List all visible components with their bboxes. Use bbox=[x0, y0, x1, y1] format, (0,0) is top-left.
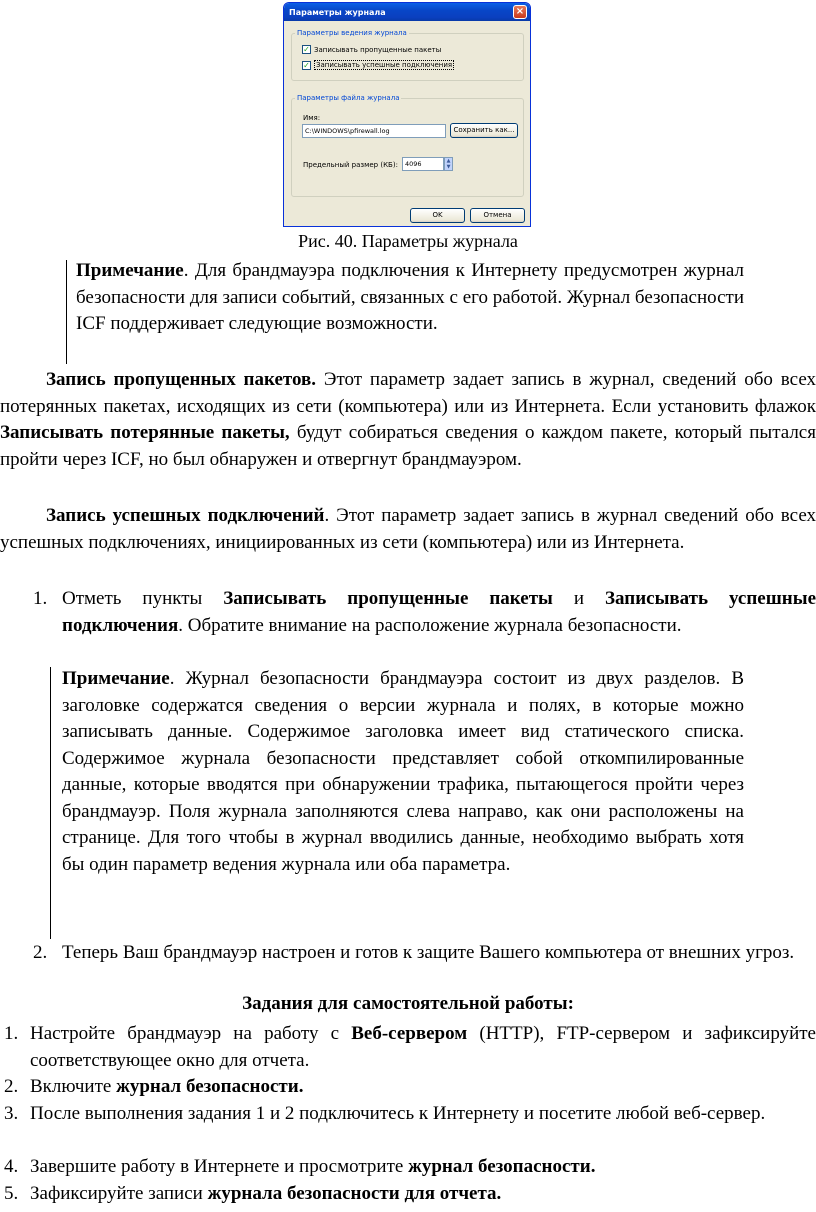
paragraph-dropped-packets bbox=[0, 367, 816, 473]
para-1-text-2: будут собираться сведения о каждом пакете, который пытался пройти через ICF, но был обнаружен и отвергнут брандмауэром. bbox=[0, 422, 816, 470]
log-successful-connections-checkbox-row[interactable] bbox=[302, 60, 454, 70]
name-label: Имя: bbox=[303, 114, 321, 122]
ok-button[interactable]: OK bbox=[410, 208, 465, 223]
task-3-number: 3. bbox=[4, 1103, 19, 1124]
task-5-text bbox=[30, 1181, 816, 1208]
log-dropped-packets-checkbox-row[interactable] bbox=[302, 45, 441, 54]
task-1-b1: Веб-сервером bbox=[351, 1023, 468, 1044]
step-1-b1: Записывать пропущенные пакеты bbox=[223, 588, 553, 609]
dialog-title: Параметры журнала bbox=[289, 7, 386, 17]
paragraph-successful-connections bbox=[0, 503, 816, 556]
logging-options-group bbox=[291, 29, 524, 81]
log-file-group bbox=[291, 94, 524, 197]
log-settings-dialog bbox=[283, 2, 531, 227]
close-icon[interactable]: × bbox=[513, 5, 527, 19]
task-4-text bbox=[30, 1154, 816, 1181]
step-1-t1: Отметь пункты bbox=[62, 588, 224, 609]
spin-down-icon[interactable]: ▼ bbox=[446, 164, 451, 170]
step-1-b2: Записывать успешные подключения bbox=[62, 588, 816, 636]
cancel-button[interactable]: Отмена bbox=[470, 208, 525, 223]
logging-options-legend: Параметры ведения журнала bbox=[297, 29, 407, 37]
note-2-label: Примечание bbox=[62, 668, 170, 689]
note-2 bbox=[62, 666, 744, 878]
size-spinner[interactable] bbox=[444, 157, 453, 171]
para-2-text-1: . Этот параметр задает запись в журнал сведений обо всех успешных подключениях, инициированных из сети (компьютера) или из Интернета. bbox=[0, 505, 816, 553]
para-1-bold-2: Записывать потерянные пакеты, bbox=[0, 422, 290, 443]
task-3-text: После выполнения задания 1 и 2 подключитесь к Интернету и посетите любой веб-сервер. bbox=[30, 1103, 766, 1124]
step-1-number: 1. bbox=[33, 588, 48, 609]
task-2-number: 2. bbox=[4, 1076, 19, 1097]
task-2-t1: Включите bbox=[30, 1076, 117, 1097]
step-1-t2: и bbox=[552, 588, 605, 609]
step-2-text: Теперь Ваш брандмауэр настроен и готов к защите Вашего компьютера от внешних угроз. bbox=[62, 942, 795, 963]
step-2-number: 2. bbox=[33, 942, 48, 963]
log-dropped-packets-label: Записывать пропущенные пакеты bbox=[314, 45, 442, 54]
task-4-number: 4. bbox=[4, 1156, 19, 1177]
para-2-bold-1: Запись успешных подключений bbox=[46, 505, 325, 526]
note-1 bbox=[76, 258, 744, 338]
tasks-heading: Задания для самостоятельной работы: bbox=[242, 993, 574, 1014]
dialog-titlebar bbox=[284, 3, 530, 21]
task-2-text bbox=[30, 1074, 816, 1101]
para-1-bold-1: Запись пропущенных пакетов. bbox=[46, 369, 317, 390]
note-1-label: Примечание bbox=[76, 260, 184, 281]
step-1-text bbox=[62, 586, 816, 639]
task-1-t1: Настройте брандмауэр на работу с bbox=[30, 1023, 352, 1044]
figure-caption: Рис. 40. Параметры журнала bbox=[298, 231, 518, 251]
size-limit-label: Предельный размер (КБ): bbox=[303, 161, 398, 169]
step-1-t3: . Обратите внимание на расположение журнала безопасности. bbox=[178, 614, 682, 636]
task-1-text bbox=[30, 1021, 816, 1074]
task-2-b1: журнал безопасности. bbox=[116, 1076, 304, 1097]
save-as-button[interactable]: Сохранить как... bbox=[450, 123, 518, 138]
task-1-t2: (HTTP), FTP-сервером и зафиксируйте соответствующее окно для отчета. bbox=[30, 1023, 816, 1071]
note-bar bbox=[66, 260, 67, 364]
log-successful-connections-checkbox[interactable]: ✓ bbox=[303, 60, 310, 70]
size-limit-input[interactable]: 4096 bbox=[402, 157, 444, 171]
note-bar-2 bbox=[50, 667, 51, 939]
task-5-b1: журнала безопасности для отчета. bbox=[207, 1183, 502, 1204]
log-file-legend: Параметры файла журнала bbox=[297, 94, 400, 102]
task-4-t1: Завершите работу в Интернете и просмотрите bbox=[30, 1156, 409, 1177]
task-4-b1: журнал безопасности. bbox=[408, 1156, 596, 1177]
note-2-text: . Журнал безопасности брандмауэра состоит из двух разделов. В заголовке содержатся сведения о версии журнала и полях, в которые можно записывать данные. Содержимое заголовка имеет вид статического списка. Содержимое журнала безопасности представляет собой откомпилированные данные, которые вводятся при обнаружении трафика, пытающегося пройти через брандмауэр. Поля журнала заполняются слева направо, как они расположены на странице. Для того чтобы в журнал вводились данные, необходимо выбрать хотя бы один параметр ведения журнала или оба параметра. bbox=[62, 668, 744, 875]
log-dropped-packets-checkbox[interactable]: ✓ bbox=[303, 45, 310, 54]
spin-up-icon[interactable]: ▲ bbox=[446, 158, 451, 164]
log-path-input[interactable]: C:\WINDOWS\pfirewall.log bbox=[302, 124, 446, 138]
task-5-number: 5. bbox=[4, 1183, 19, 1204]
note-1-text: . Для брандмауэра подключения к Интернету предусмотрен журнал безопасности для записи событий, связанных с его работой. Журнал безопасности ICF поддерживает следующие возможности. bbox=[76, 260, 744, 334]
task-5-t1: Зафиксируйте записи bbox=[30, 1183, 208, 1204]
para-1-text-1: Этот параметр задает запись в журнал, сведений обо всех потерянных пакетах, исходящих из сети (компьютера) или из Интернета. Если установить флажок bbox=[0, 369, 816, 417]
task-1-number: 1. bbox=[4, 1023, 19, 1044]
log-successful-connections-label: Записывать успешные подключения bbox=[316, 61, 453, 69]
